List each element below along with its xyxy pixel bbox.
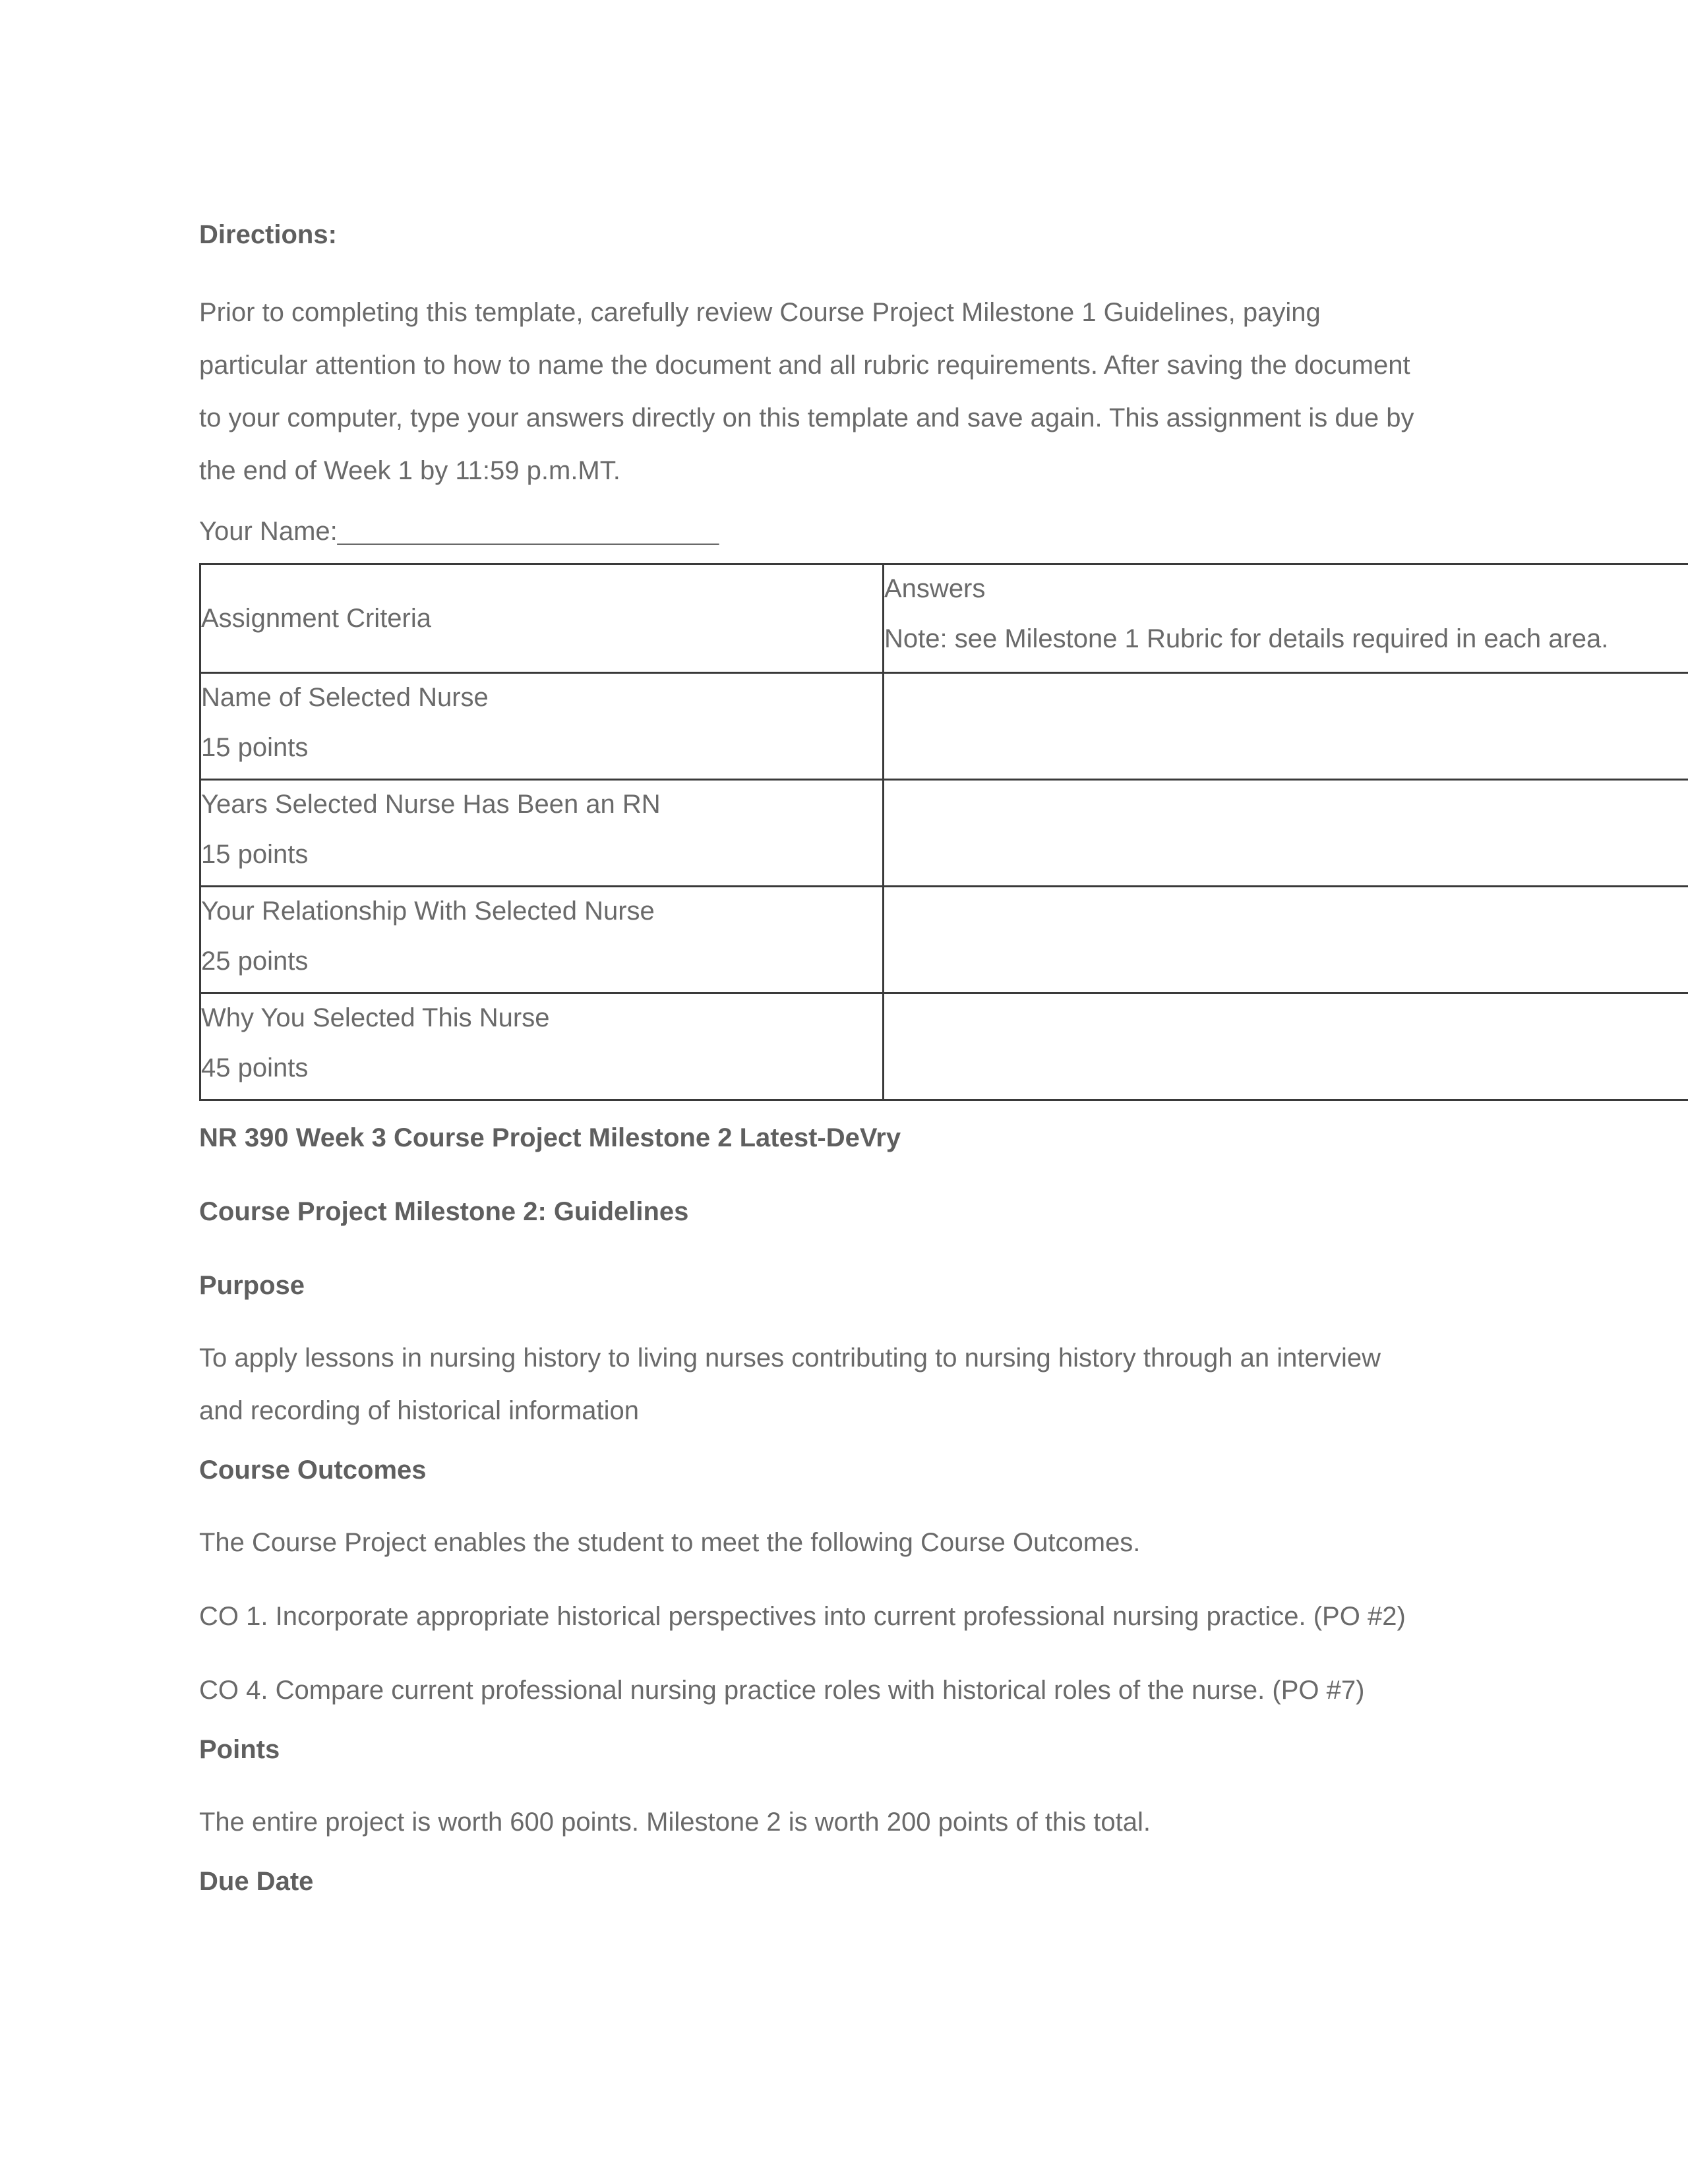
criterion-label: Your Relationship With Selected Nurse [201, 897, 655, 926]
guidelines-heading: Course Project Milestone 2: Guidelines [199, 1197, 689, 1226]
answers-header-cell [884, 564, 1688, 673]
points-text: The entire project is worth 600 points. Milestone 2 is worth 200 points of this total. [199, 1808, 1151, 1837]
criteria-header-cell [200, 564, 884, 673]
table-row [200, 673, 1688, 780]
criteria-table [199, 563, 1688, 1101]
purpose-line: and recording of historical information [199, 1396, 640, 1425]
outcomes-intro: The Course Project enables the student to meet the following Course Outcomes. [199, 1528, 1141, 1557]
criterion-points: 15 points [201, 733, 309, 762]
answer-cell[interactable] [884, 887, 1688, 993]
criterion-cell [200, 993, 884, 1100]
directions-line: the end of Week 1 by 11:59 p.m.MT. [199, 456, 620, 485]
directions-line: to your computer, type your answers directly on this template and save again. This assignment is due by [199, 403, 1414, 432]
criterion-points: 15 points [201, 840, 309, 869]
answers-note: Note: see Milestone 1 Rubric for details required in each area. [884, 624, 1609, 653]
directions-paragraph [199, 286, 1688, 497]
criterion-cell [200, 887, 884, 993]
table-row [200, 887, 1688, 993]
answers-header: Answers [884, 574, 986, 603]
points-heading: Points [199, 1735, 280, 1764]
criterion-points: 25 points [201, 947, 309, 976]
answer-cell[interactable] [884, 993, 1688, 1100]
criterion-label: Why You Selected This Nurse [201, 1003, 550, 1032]
course-outcome-4: CO 4. Compare current professional nursing practice roles with historical roles of the nurse. (PO #7) [199, 1676, 1365, 1705]
criterion-label: Years Selected Nurse Has Been an RN [201, 790, 661, 819]
course-outcome-1: CO 1. Incorporate appropriate historical perspectives into current professional nursing practice. (PO #2) [199, 1602, 1406, 1631]
answer-cell[interactable] [884, 780, 1688, 887]
directions-line: Prior to completing this template, carefully review Course Project Milestone 1 Guidelines, paying [199, 298, 1321, 327]
table-row [200, 780, 1688, 887]
your-name-field[interactable]: Your Name:__________________________ [199, 517, 719, 546]
criterion-label: Name of Selected Nurse [201, 683, 489, 712]
criterion-points: 45 points [201, 1053, 309, 1082]
criterion-cell [200, 780, 884, 887]
due-date-heading: Due Date [199, 1867, 314, 1896]
purpose-paragraph [199, 1332, 1688, 1437]
table-row [200, 993, 1688, 1100]
table-header-row [200, 564, 1688, 673]
answer-cell[interactable] [884, 673, 1688, 780]
directions-line: particular attention to how to name the document and all rubric requirements. After saving the document [199, 351, 1410, 380]
criterion-cell [200, 673, 884, 780]
purpose-heading: Purpose [199, 1271, 305, 1300]
purpose-line: To apply lessons in nursing history to living nurses contributing to nursing history through an interview [199, 1343, 1381, 1372]
milestone2-title: NR 390 Week 3 Course Project Milestone 2 Latest-DeVry [199, 1123, 901, 1152]
document-body [199, 218, 1688, 1899]
outcomes-heading: Course Outcomes [199, 1456, 427, 1485]
criteria-header: Assignment Criteria [201, 604, 432, 633]
directions-heading: Directions: [199, 220, 337, 249]
